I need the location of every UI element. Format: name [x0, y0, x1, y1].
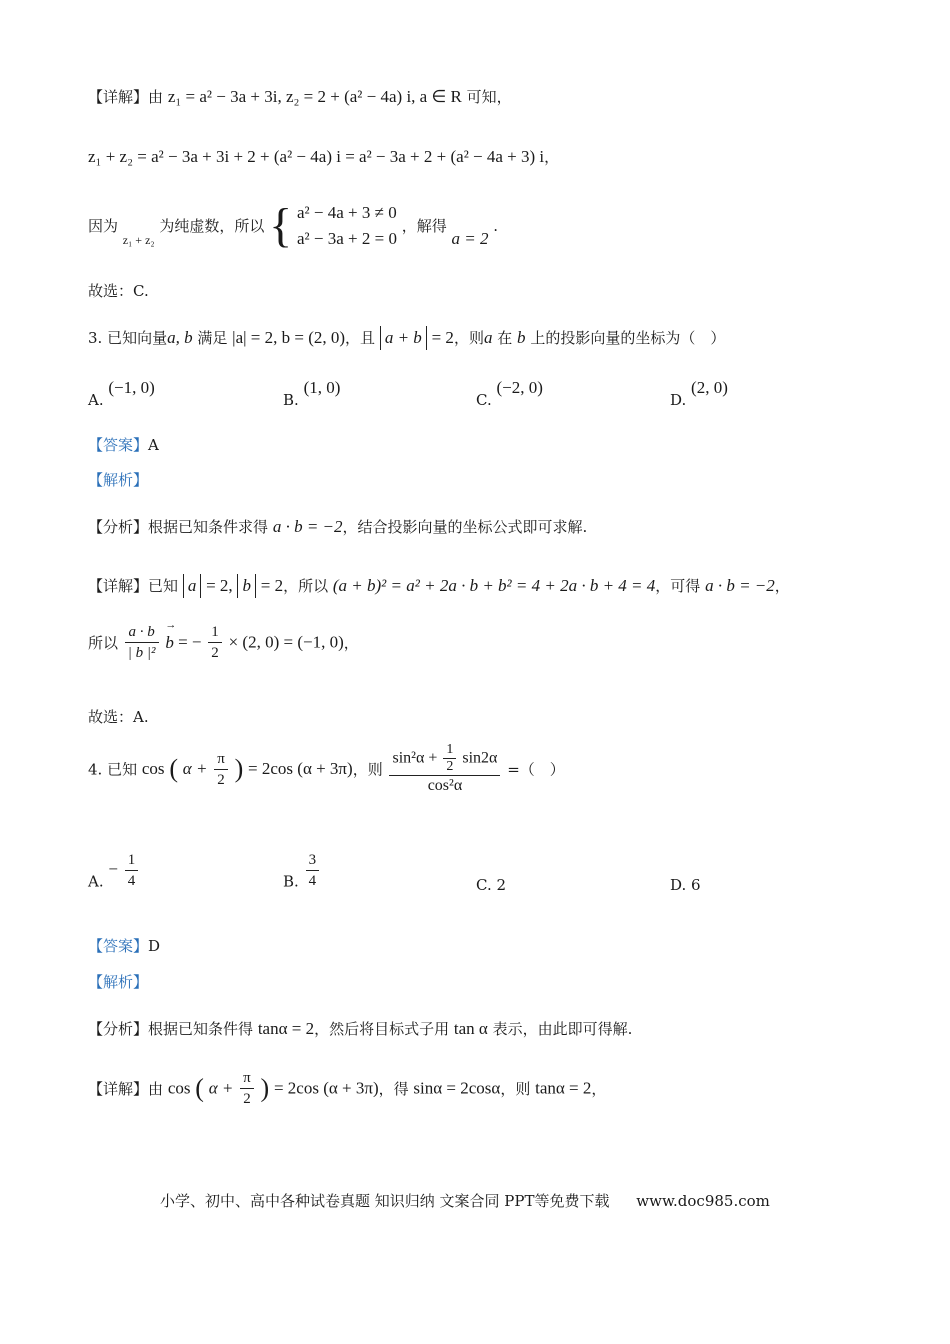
math-eq: = −: [178, 632, 202, 652]
brace-symbol: {: [269, 199, 293, 252]
option-letter: A.: [88, 872, 104, 891]
pi-fraction: [214, 749, 228, 790]
fenxi-label: 【分析】: [88, 518, 149, 536]
question-number: 4. 已知: [88, 760, 138, 779]
vec-b-letter: b: [165, 632, 174, 652]
detail-text: ，所以: [283, 577, 329, 595]
fraction-denominator: 2: [217, 771, 225, 788]
stem-text: ，且: [345, 329, 376, 347]
detail-label: 【详解】: [88, 88, 149, 106]
detail-text: 可知，: [466, 88, 512, 106]
option-value: 2: [496, 876, 507, 894]
question-number: 3. 已知向量: [88, 329, 168, 347]
option-value: 6: [691, 876, 701, 894]
fraction-numerator: π: [240, 1068, 254, 1089]
fraction-denominator: 2: [446, 759, 454, 774]
fraction-denominator: 2: [243, 1091, 251, 1107]
fraction-numerator: 3: [306, 850, 320, 871]
paren-close: ): [260, 1073, 270, 1103]
q4-stem: [88, 742, 565, 796]
math-b: b: [517, 328, 526, 347]
math-tan: tan α: [453, 1019, 488, 1038]
math-sum: z₁ + z₂: [122, 233, 155, 247]
pi-fraction: [240, 1068, 254, 1109]
q2-detail-line1: [88, 86, 512, 108]
q4-detail: [88, 1068, 606, 1109]
stem-text: 上的投影向量的坐标为（ ）: [530, 329, 726, 347]
expression-denominator: cos²α: [427, 777, 463, 794]
solve-text: ，解得: [401, 217, 447, 235]
system-eq-1: a² − 4a + 3 ≠ 0: [297, 203, 397, 222]
because-text: 为纯虚数，所以: [159, 217, 265, 235]
math-result: a · b = −2: [272, 517, 343, 536]
option-letter: D.: [670, 391, 687, 409]
stem-text: ，则: [453, 329, 484, 347]
q2-choice: 故选：C.: [88, 282, 149, 300]
fenxi-label: 【分析】: [88, 1020, 149, 1038]
option-letter: B.: [283, 391, 299, 409]
q3-choice: 故选：A.: [88, 708, 149, 726]
math-rest: × (2, 0) = (−1, 0): [228, 632, 344, 652]
q4-answer: [88, 935, 160, 957]
expression-numerator: [389, 742, 500, 776]
fraction-denominator: 4: [308, 873, 317, 889]
footer-url[interactable]: www.doc985.com: [636, 1192, 770, 1210]
math-vec-b: [165, 618, 178, 652]
fenxi-text: 根据已知条件得: [148, 1020, 254, 1038]
detail-text: ，得: [378, 1080, 409, 1098]
math-condition: |a| = 2, b = (2, 0): [232, 328, 346, 347]
punct: ，: [544, 148, 560, 166]
option-value: (1, 0): [303, 378, 341, 397]
so-text: 所以: [88, 634, 119, 652]
q3-option-a: [88, 378, 155, 409]
option-sign: −: [108, 859, 118, 879]
fenxi-text: 根据已知条件求得: [148, 518, 269, 536]
math-expression: z₁ = a² − 3a + 3i, z₂ = 2 + (a² − 4a) i, a ∈ R: [167, 87, 462, 106]
punct: ，: [591, 1080, 607, 1098]
fraction-denominator: 4: [127, 873, 136, 889]
detail-text: 由: [148, 88, 164, 106]
math-cos: cos: [141, 759, 165, 778]
paren-open: (: [169, 754, 178, 783]
numerator-part: sin²α +: [392, 749, 438, 767]
math-alpha: α +: [182, 759, 208, 778]
fraction-numerator: 1: [443, 742, 456, 759]
q4-analysis-label: 【解析】: [88, 973, 149, 991]
q4-option-b: [283, 850, 321, 891]
q4-option-c: [476, 876, 506, 894]
stem-text: =（ ）: [507, 760, 565, 779]
math-sin: sinα = 2cosα: [413, 1078, 501, 1098]
half-fraction: [208, 622, 222, 663]
punct: ，: [343, 634, 359, 652]
math-rhs: = 2cos (α + 3π): [273, 1078, 379, 1098]
system-eq-2: a² − 3a + 2 = 0: [297, 229, 397, 248]
answer-label: 【答案】: [88, 436, 149, 454]
option-letter: B.: [283, 872, 299, 891]
q3-stem: [88, 326, 725, 350]
answer-value: A: [148, 436, 159, 454]
detail-text: ，则: [500, 1080, 531, 1098]
fenxi-text: ，然后将目标式子用: [314, 1020, 450, 1038]
math-vec: a, b: [167, 328, 193, 347]
option-fraction: [306, 850, 320, 891]
option-letter: C.: [476, 391, 492, 409]
q3-projection: [88, 618, 359, 663]
q3-option-d: [670, 378, 728, 409]
detail-label: 【详解】: [88, 1080, 149, 1098]
math-value: = 2: [260, 576, 284, 595]
q3-option-c: [476, 378, 543, 409]
option-value: (−1, 0): [108, 378, 155, 397]
fraction-denominator: | b |²: [127, 645, 156, 661]
option-letter: C.: [476, 876, 492, 894]
detail-text: 由: [148, 1080, 164, 1098]
target-expression: [389, 742, 500, 796]
fenxi-text: ，结合投影向量的坐标公式即可求解.: [342, 518, 588, 536]
paren-open: (: [195, 1073, 204, 1103]
footer-text: 小学、初中、高中各种试卷真题 知识归纳 文案合同 PPT等免费下载: [160, 1192, 610, 1210]
math-value: = 2,: [206, 576, 233, 595]
math-cos: cos: [167, 1078, 191, 1098]
q4-option-d: [670, 876, 701, 894]
detail-text: ，可得: [655, 577, 701, 595]
option-fraction: [125, 850, 139, 891]
q2-because-line: [88, 200, 498, 252]
fraction-numerator: a · b: [125, 622, 159, 643]
math-result: tanα = 2: [257, 1019, 315, 1038]
because-text: 因为: [88, 217, 119, 235]
detail-text: 已知: [148, 577, 179, 595]
math-a: a: [483, 328, 493, 347]
option-value: (2, 0): [691, 378, 728, 397]
paren-close: ): [234, 754, 244, 783]
punct: ，: [774, 577, 790, 595]
numerator-part: sin2α: [462, 749, 498, 767]
abs-a: a: [183, 574, 202, 598]
math-alpha: α +: [208, 1078, 234, 1098]
stem-text: 在: [497, 329, 513, 347]
option-value: (−2, 0): [496, 378, 543, 397]
math-tan: tanα = 2: [535, 1078, 592, 1098]
math-expression: z₁ + z₂ = a² − 3a + 3i + 2 + (a² − 4a) i = a² − 3a + 2 + (a² − 4a + 3) i: [88, 147, 545, 166]
q2-detail-line2: [88, 146, 559, 168]
stem-text: 满足: [197, 329, 228, 347]
option-letter: A.: [88, 391, 104, 409]
q3-analysis-label: 【解析】: [88, 471, 149, 489]
q3-fenxi: [88, 516, 587, 538]
fraction-numerator: 1: [125, 850, 139, 871]
page-footer: [160, 1190, 770, 1211]
q3-option-b: [283, 378, 340, 409]
math-result: a · b = −2: [705, 576, 775, 595]
answer-value: D: [148, 937, 161, 955]
stem-text: ，则: [352, 760, 383, 779]
fraction-numerator: π: [214, 749, 228, 770]
half-fraction: [443, 742, 456, 775]
solve-result: a = 2: [451, 229, 489, 248]
fenxi-text: 表示，由此即可得解.: [492, 1020, 633, 1038]
math-expand: (a + b)² = a² + 2a · b + b² = 4 + 2a · b + 4 = 4: [332, 576, 656, 595]
math-rhs: = 2cos (α + 3π): [248, 759, 353, 778]
answer-label: 【答案】: [88, 937, 149, 955]
abs-b: b: [237, 574, 256, 598]
projection-fraction: [125, 622, 159, 663]
math-value: = 2: [431, 328, 454, 347]
q3-detail: [88, 574, 790, 598]
fraction-numerator: 1: [208, 622, 222, 643]
abs-sum: a + b: [380, 326, 427, 350]
fraction-denominator: 2: [211, 645, 219, 661]
q4-option-a: [88, 850, 140, 891]
q4-fenxi: [88, 1018, 632, 1040]
detail-label: 【详解】: [88, 577, 149, 595]
vector-arrow-icon: →: [165, 618, 177, 631]
equation-system: [297, 200, 397, 252]
q3-answer: [88, 434, 159, 456]
option-letter: D.: [670, 876, 687, 894]
punct: .: [493, 217, 499, 235]
